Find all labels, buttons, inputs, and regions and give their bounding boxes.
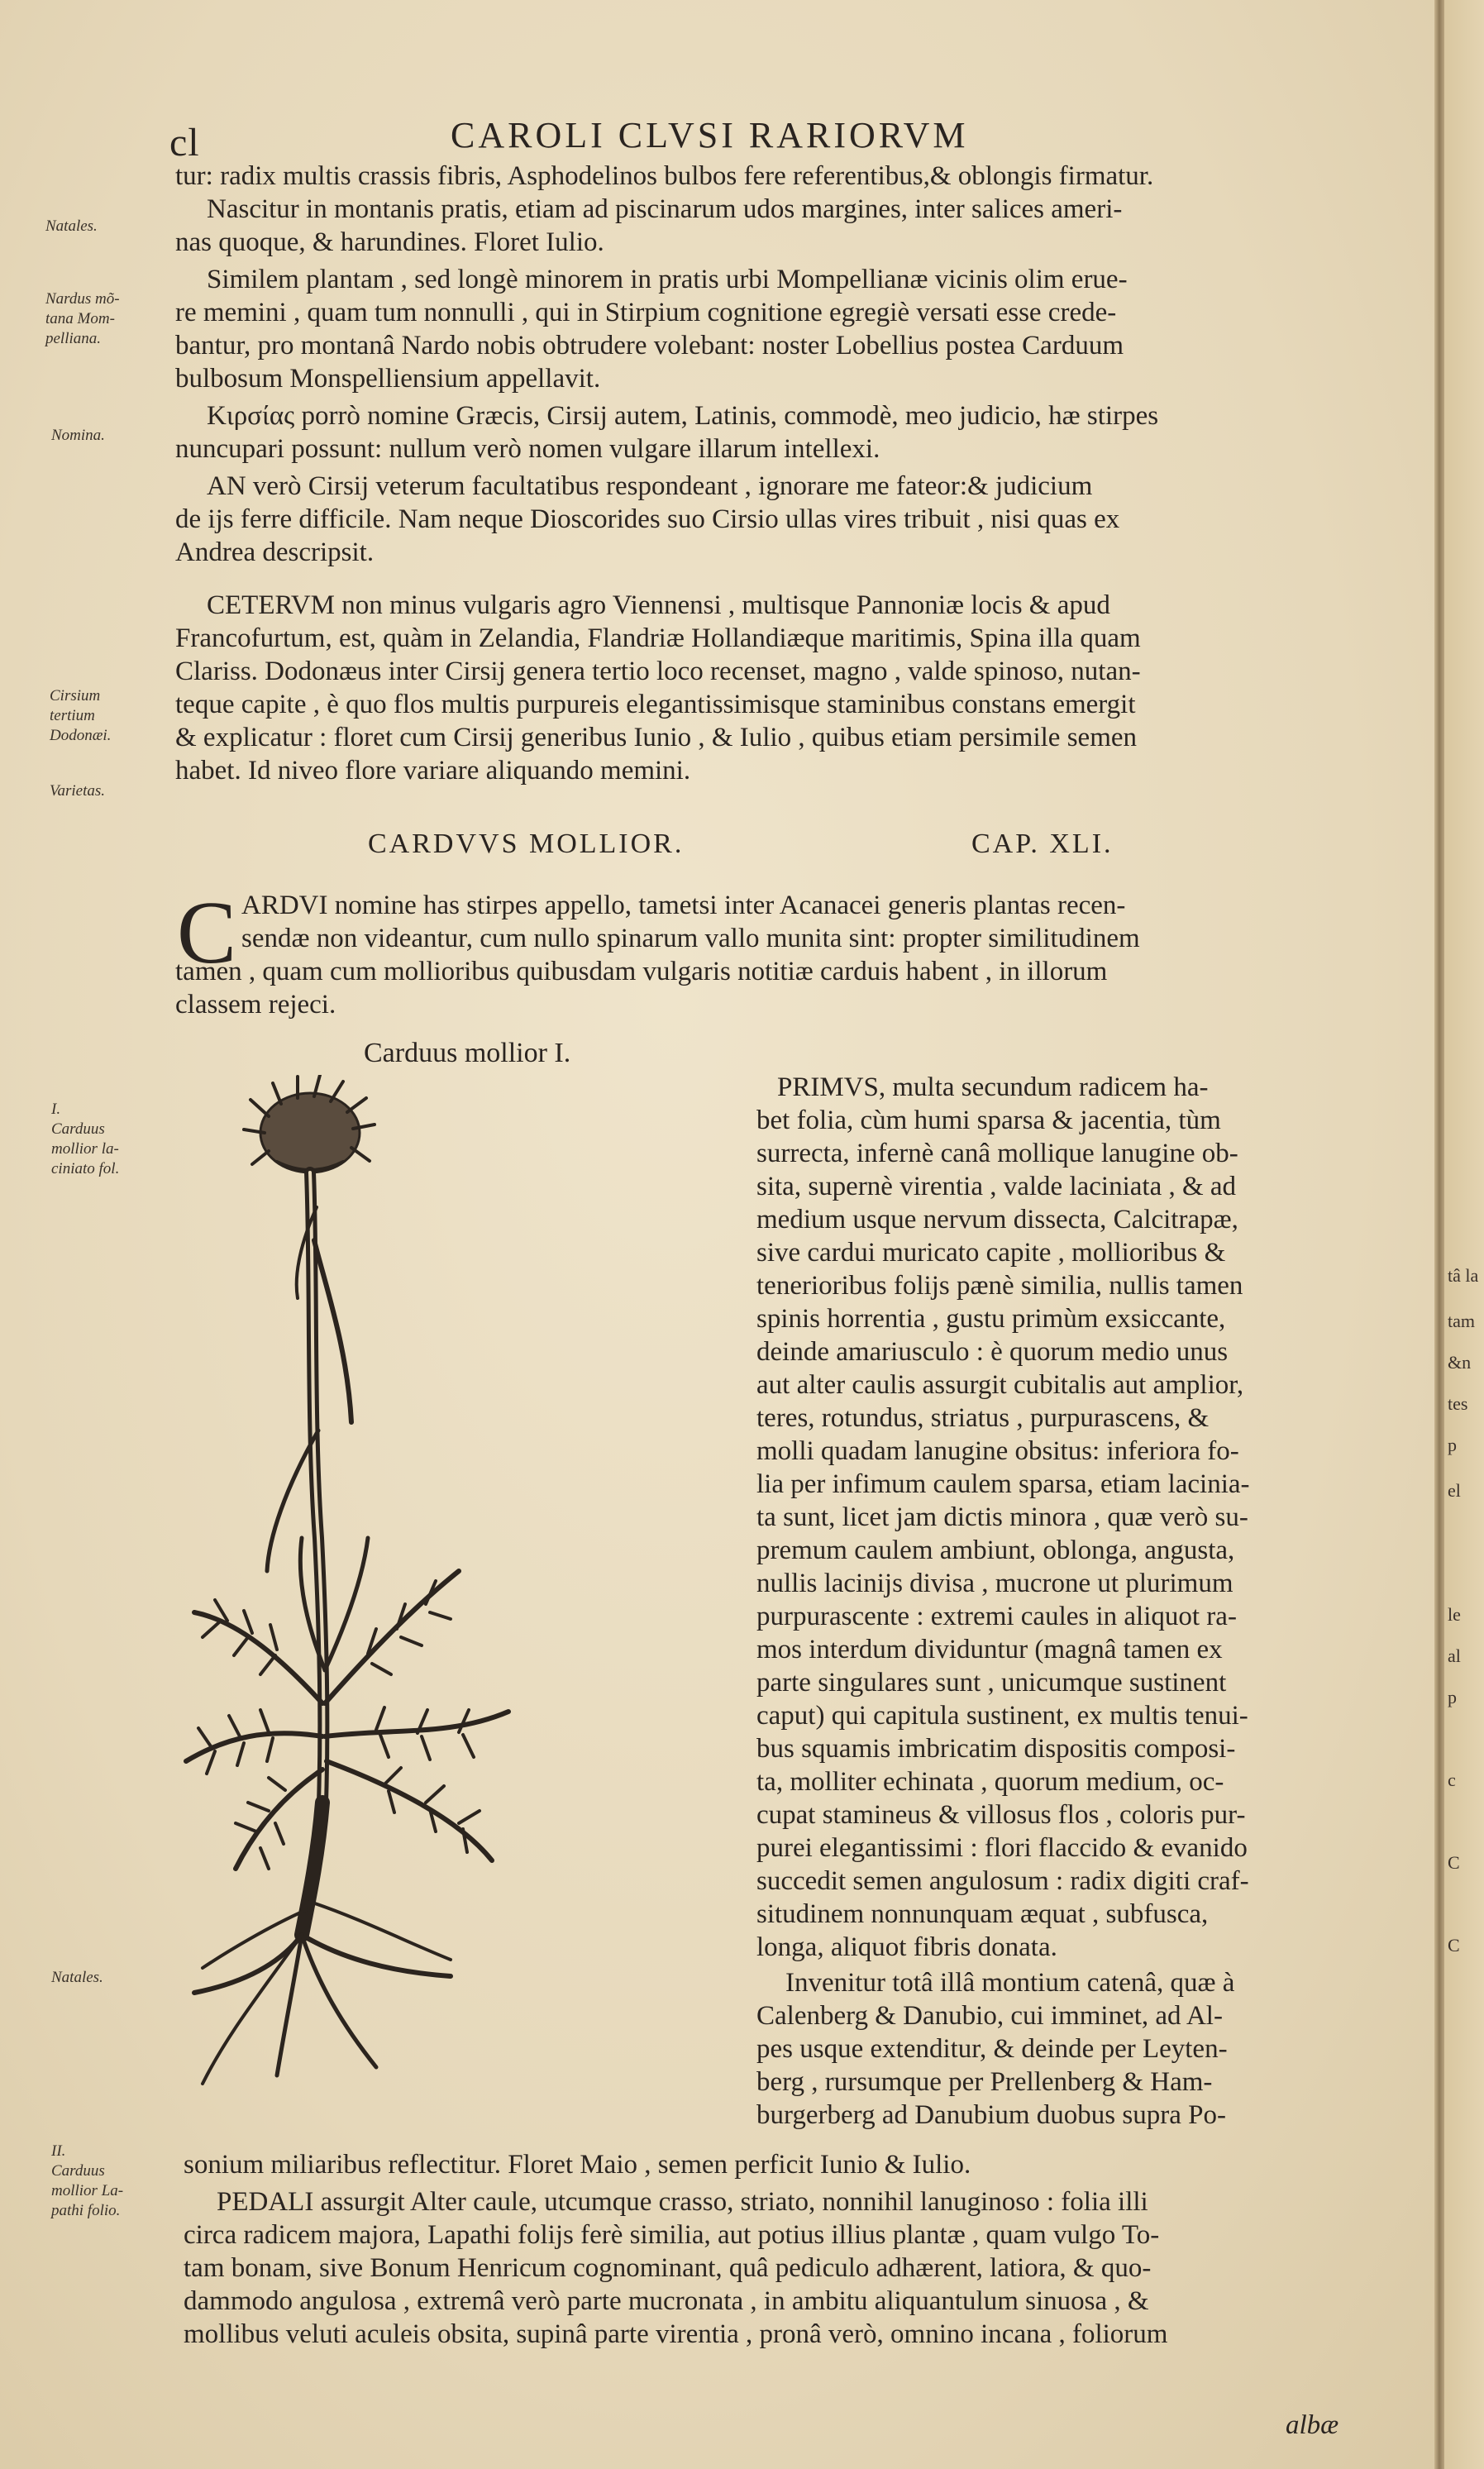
text-line: Invenitur totâ illâ montium catenâ, quæ à — [785, 1968, 1235, 1998]
text-line: Francofurtum, est, quàm in Zelandia, Flandriæ Hollandiæque maritimis, Spina illa quam — [175, 623, 1141, 653]
text-line: classem rejeci. — [175, 990, 336, 1020]
text-line: purei elegantissimi : flori flaccido & evanido — [756, 1833, 1248, 1863]
text-line: tam bonam, sive Bonum Henricum cognominant, quâ pediculo adhærent, latiora, & quo- — [184, 2253, 1152, 2283]
text-line: bus squamis imbricatim dispositis composi- — [756, 1734, 1236, 1764]
text-line: mos interdum dividuntur (magnâ tamen ex — [756, 1635, 1223, 1664]
text-line: situdinem nonnunquam æquat , subfusca, — [756, 1899, 1209, 1929]
text-line: ta sunt, licet jam dictis minora , quæ verò su- — [756, 1502, 1248, 1532]
text-line: CETERVM non minus vulgaris agro Viennensi , multisque Pannoniæ locis & apud — [207, 590, 1110, 620]
adjacent-page-edge — [1444, 0, 1484, 2469]
text-line: aut alter caulis assurgit cubitalis aut amplior, — [756, 1370, 1244, 1400]
text-line: pes usque extenditur, & deinde per Leyten- — [756, 2034, 1228, 2064]
text-line: AN verò Cirsij veterum facultatibus respondeant , ignorare me fateor:& judicium — [207, 471, 1093, 501]
text-line: caput) qui capitula sustinent, ex multis tenui- — [756, 1701, 1248, 1731]
text-line: molli quadam lanugine obsitus: inferiora fo- — [756, 1436, 1239, 1466]
text-line: sonium miliaribus reflectitur. Floret Maio , semen perficit Iunio & Iulio. — [184, 2150, 971, 2180]
text-line: re memini , quam tum nonnulli , qui in Stirpium cognitione egregiè versati esse crede- — [175, 298, 1117, 327]
text-line: de ijs ferre difficile. Nam neque Dioscorides suo Cirsio ullas vires tribuit , nisi quas ex — [175, 504, 1120, 534]
text-line: nuncupari possunt: nullum verò nomen vulgare illarum intellexi. — [175, 434, 880, 464]
text-line: tamen , quam cum mollioribus quibusdam vulgaris notitiæ carduis habent , in illorum — [175, 957, 1108, 986]
text-line: PRIMVS, multa secundum radicem ha- — [777, 1072, 1209, 1102]
text-line: longa, aliquot fibris donata. — [756, 1932, 1057, 1962]
margin-note-carduus-2: II. Carduus mollior La- pathi folio. — [51, 2142, 124, 2219]
text-line: mollibus veluti aculeis obsita, supinâ parte virentia , pronâ verò, omnino incana , foliorum — [184, 2319, 1168, 2349]
adjacent-fragment: al — [1448, 1645, 1461, 1666]
text-line: spinis horrentia , gustu primùm exsiccante, — [756, 1304, 1226, 1334]
text-line: ta, molliter echinata , quorum medium, oc- — [756, 1767, 1224, 1797]
text-line: nas quoque, & harundines. Floret Iulio. — [175, 227, 604, 257]
margin-note-nomina: Nomina. — [51, 427, 105, 444]
margin-note-nardus: Nardus mõ- tana Mom- pelliana. — [45, 290, 120, 347]
text-line: & explicatur : floret cum Cirsij generibus Iunio , & Iulio , quibus etiam persimile semen — [175, 723, 1138, 752]
text-line: tur: radix multis crassis fibris, Asphodelinos bulbos fere referentibus,& oblongis firmatur. — [175, 161, 1154, 191]
drop-cap: C — [177, 884, 237, 982]
margin-note-cirsium: Cirsium tertium Dodonæi. — [50, 687, 112, 744]
text-line: circa radicem majora, Lapathi folijs ferè similia, aut potius illius plantæ , quam vulgo To- — [184, 2220, 1160, 2250]
text-line: habet. Id niveo flore variare aliquando memini. — [175, 756, 691, 786]
adjacent-fragment: p — [1448, 1435, 1457, 1455]
text-line: dammodo angulosa , extremâ verò parte mucronata , in ambitu aliquantulum sinuosa , & — [184, 2286, 1149, 2316]
text-line: ARDVI nomine has stirpes appello, tametsi inter Acanacei generis plantas recen- — [241, 891, 1126, 920]
text-line: sita, supernè virentia , valde laciniata , & ad — [756, 1172, 1237, 1201]
text-line: medium usque nervum dissecta, Calcitrapæ, — [756, 1205, 1238, 1234]
adjacent-fragment: p — [1448, 1687, 1457, 1707]
text-line: purpurascente : extremi caules in aliquot ra- — [756, 1602, 1237, 1631]
chapter-number: CAP. XLI. — [971, 829, 1114, 859]
text-line: succedit semen angulosum : radix digiti craf- — [756, 1866, 1249, 1896]
text-line: bet folia, cùm humi sparsa & jacentia, tùm — [756, 1106, 1221, 1135]
text-line: Nascitur in montanis pratis, etiam ad piscinarum udos margines, inter salices ameri- — [207, 194, 1123, 224]
margin-note-varietas: Varietas. — [50, 782, 106, 800]
text-line: lia per infimum caulem sparsa, etiam lacinia- — [756, 1469, 1250, 1499]
text-line: sendæ non videantur, cum nullo spinarum vallo munita sint: propter similitudinem — [241, 924, 1140, 953]
text-line: sive cardui muricato capite , mollioribus & — [756, 1238, 1226, 1268]
text-line: nullis lacinijs divisa , mucrone ut plurimum — [756, 1569, 1233, 1598]
margin-note-natales: Natales. — [45, 217, 98, 235]
text-line: deinde amariusculo : è quorum medio unus — [756, 1337, 1229, 1367]
text-line: bantur, pro montanâ Nardo nobis obtrudere volebant: noster Lobellius postea Carduum — [175, 331, 1124, 361]
text-line: surrecta, infernè canâ mollique lanugine ob- — [756, 1139, 1238, 1168]
folio-number: cl — [169, 121, 200, 165]
text-line: Similem plantam , sed longè minorem in pratis urbi Mompellianæ vicinis olim erue- — [207, 265, 1128, 294]
text-line: bulbosum Monspelliensium appellavit. — [175, 364, 601, 394]
adjacent-fragment: el — [1448, 1480, 1461, 1501]
text-line: Κιρσίας porrò nomine Græcis, Cirsij autem, Latinis, commodè, meo judicio, hæ stirpes — [207, 401, 1159, 431]
text-line: PEDALI assurgit Alter caule, utcumque crasso, striato, nonnihil lanuginoso : folia illi — [217, 2187, 1148, 2217]
text-line: parte singulares sunt , unicumque sustinent — [756, 1668, 1227, 1698]
running-title: CAROLI CLVSI RARIORVM — [451, 115, 969, 155]
adjacent-fragment: &n — [1448, 1352, 1472, 1373]
adjacent-fragment: tes — [1448, 1393, 1468, 1414]
adjacent-fragment: tam — [1448, 1311, 1475, 1331]
adjacent-fragment: C — [1448, 1935, 1460, 1956]
text-line: Andrea descripsit. — [175, 537, 375, 567]
adjacent-fragment: tâ la — [1448, 1265, 1479, 1286]
page-gutter — [1434, 0, 1444, 2469]
figure-caption: Carduus mollior I. — [364, 1038, 571, 1068]
thistle-woodcut-illustration — [178, 1075, 748, 2133]
text-line: berg , rursumque per Prellenberg & Ham- — [756, 2067, 1213, 2097]
margin-note-natales-2: Natales. — [51, 1969, 103, 1986]
adjacent-fragment: le — [1448, 1604, 1461, 1625]
adjacent-fragment: C — [1448, 1852, 1460, 1873]
catchword: albæ — [1286, 2410, 1339, 2440]
text-line: premum caulem ambiunt, oblonga, angusta, — [756, 1535, 1235, 1565]
text-line: teque capite , è quo flos multis purpureis elegantissimisque staminibus constans emergit — [175, 690, 1136, 719]
text-line: teres, rotundus, striatus , purpurascens, & — [756, 1403, 1210, 1433]
adjacent-fragment: c — [1448, 1769, 1456, 1790]
chapter-title: CARDVVS MOLLIOR. — [368, 829, 685, 859]
flower-head — [244, 1075, 375, 1172]
text-line: burgerberg ad Danubium duobus supra Po- — [756, 2100, 1226, 2130]
text-line: Calenberg & Danubio, cui imminet, ad Al- — [756, 2001, 1223, 2031]
margin-note-carduus-1: I. Carduus mollior la- ciniato fol. — [51, 1101, 120, 1177]
text-line: Clariss. Dodonæus inter Cirsij genera tertio loco recenset, magno , valde spinoso, nutan- — [175, 657, 1141, 686]
text-line: cupat stamineus & villosus flos , coloris pur- — [756, 1800, 1246, 1830]
text-line: tenerioribus folijs pænè similia, nullis tamen — [756, 1271, 1243, 1301]
